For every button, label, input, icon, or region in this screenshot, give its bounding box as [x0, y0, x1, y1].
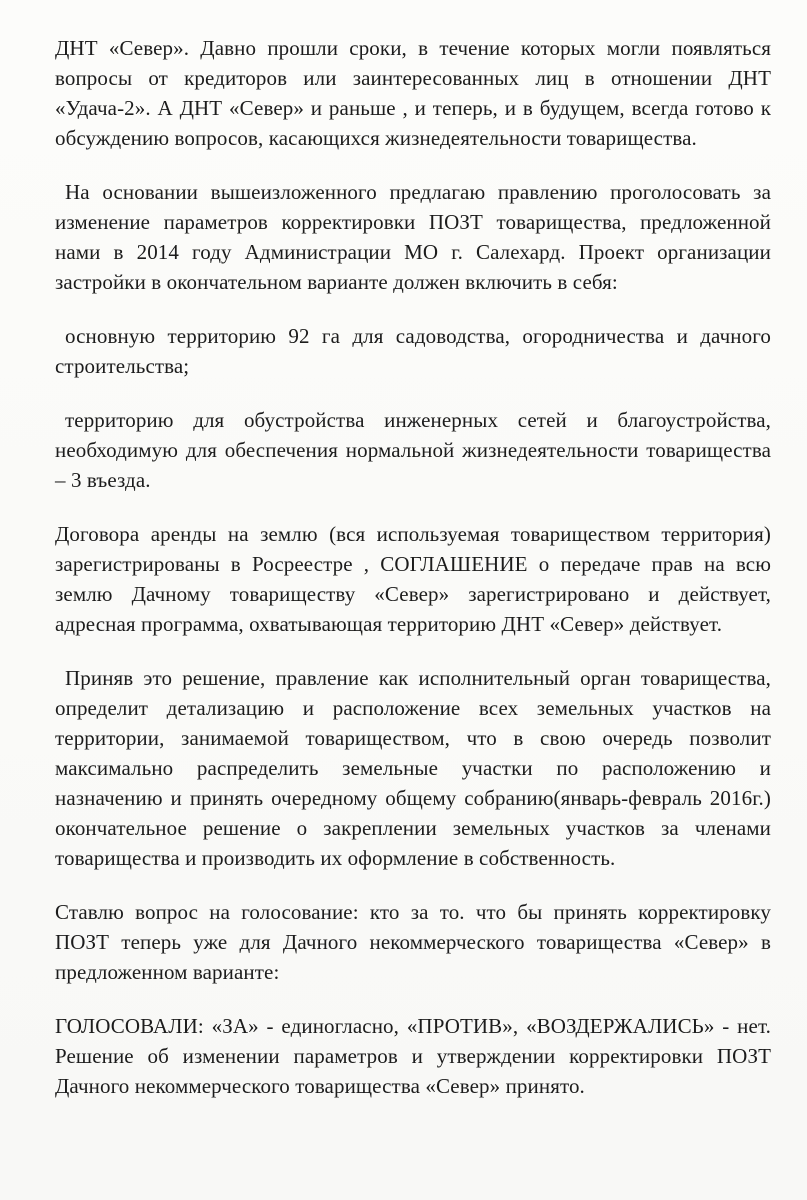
paragraph-vote-result: ГОЛОСОВАЛИ: «ЗА» - единогласно, «ПРОТИВ», «ВОЗДЕРЖАЛИСЬ» - нет. Решение об изменении параметров и утверждении корректировки ПОЗТ Дачного некоммерческого товарищества «Север» принято. [55, 1014, 771, 1098]
paragraph-main-territory: основную территорию 92 га для садоводства, огородничества и дачного строительства; [55, 324, 771, 378]
paragraph-decision-effects: Приняв это решение, правление как исполнительный орган товарищества, определит детализацию и расположение всех земельных участков на территории, занимаемой товариществом, что в свою очередь позволит максимально распределить земельные участки по расположению и назначению и принять очередному общему собранию(январь-февраль 2016г.) окончательное решение о закреплении земельных участков за членами товарищества и производить их оформление в собственность. [55, 666, 771, 870]
paragraph-proposal: На основании вышеизложенного предлагаю правлению проголосовать за изменение параметров корректировки ПОЗТ товарищества, предложенной нами в 2014 году Администрации МО г. Салехард. Проект организации застройки в окончательном варианте должен включить в себя: [55, 180, 771, 294]
paragraph-lease-agreements: Договора аренды на землю (вся используемая товариществом территория) зарегистрированы в Росреестре , СОГЛАШЕНИЕ о передаче прав на всю землю Дачному товариществу «Север» зарегистрировано и действует, адресная программа, охватывающая территорию ДНТ «Север» действует. [55, 522, 771, 636]
document-body [55, 33, 771, 1125]
paragraph-vote-question: Ставлю вопрос на голосование: кто за то. что бы принять корректировку ПОЗТ теперь уже для Дачного некоммерческого товарищества «Север» в предложенном варианте: [55, 900, 771, 984]
paragraph-infrastructure-territory: территорию для обустройства инженерных сетей и благоустройства, необходимую для обеспечения нормальной жизнедеятельности товарищества – 3 въезда. [55, 408, 771, 492]
paragraph-intro: ДНТ «Север». Давно прошли сроки, в течение которых могли появляться вопросы от кредиторов или заинтересованных лиц в отношении ДНТ «Удача-2». А ДНТ «Север» и раньше , и теперь, и в будущем, всегда готово к обсуждению вопросов, касающихся жизнедеятельности товарищества. [55, 36, 771, 150]
